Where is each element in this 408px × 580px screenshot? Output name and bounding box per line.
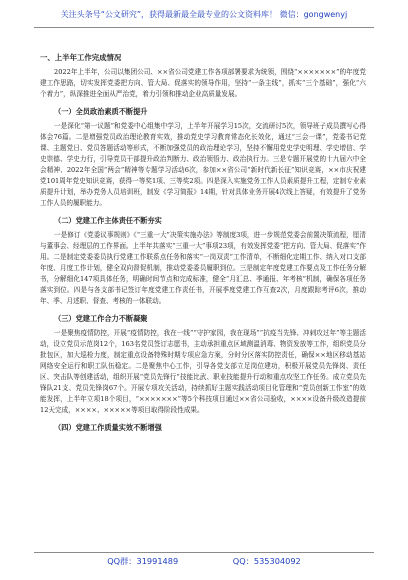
footer-divider bbox=[34, 552, 374, 553]
subsection-paragraph-3: 一是聚焦疫情防控，开展“疫情防控，我在一线”“守护家园，我在现场”“抗疫当先锋、冲刺攻过年”等主题活动，设立党员示范岗12个，163名党员签订志愿书，主动承担重点区域测温消毒、物资发放等工作，组织党员分批包区，加大巡检力度，制定重点设备特殊时期专项应急方案，分时分区落实防控责任，确保××地区移动基站网络安全运行和职工队伍稳定。二是聚焦中心工作，引导各党支部立足岗位建功，积极开展党员先锋岗、责任区、突击队等创建活动，组织开展“党员先锋行”技能比武、职业技能提升行动和重点攻坚工作任务。成立党员先锋队21支、党员先锋岗67个。开展专项攻关活动，持续抓好主题实践活动项目化管理和“党员创新工作室”的效能发挥，上半年立项18个项目，“×××××××”等5个科技项目通过××省公司验收，××××设备升级改造提前12天完成，××××、×××××等项目取得阶段性成果。 bbox=[40, 329, 366, 414]
header-divider bbox=[34, 27, 374, 28]
section-heading: 一、上半年工作完成情况 bbox=[40, 53, 122, 62]
subsection-paragraph-2: 一是修订《党委议事规则》《“三重一大”决策实施办法》等制度3项，进一步规范党委会前置决策流程，厘清与董事会、经理层的工作界面。上半年共落实“三重一大”事项23项，有效发挥党委“把方向、管大局、促落实”作用。二是制定党委委员执行党建工作联系点任务和落实“一岗双责”工作清单，不断细化定期工作、纳入对口支部年度、月度工作计划，健全双向督促机制，推动党委委员履职到位。三是制定年度党建工作要点及工作任务分解书，分解细化147项具体任务，明确时间节点和完成标准，健全“月汇总、季通报、年考核”机制，确保各项任务落实到位。四是与各支部书记签订年度党建工作责任书，开展季度党建工作互查2次，月度跟踪考评6次，推动年、季、月述职、督查、考核的一体联动。 bbox=[40, 231, 366, 305]
subsection-heading-3: （三）党建工作合力不断凝聚 bbox=[54, 314, 148, 323]
qq-group-text: QQ群：31991489 bbox=[107, 556, 179, 566]
document-body bbox=[40, 52, 366, 437]
subsection-heading-4: （四）党建工作质量实效不断增强 bbox=[54, 423, 162, 432]
subsection-paragraph-1: 一是深化“第一议题”和党委中心组集中学习，上半年开展学习15次，交流研讨5次，领导班子成员撰写心得体会76篇。二是增强党员政治理论教育实效，推动党史学习教育常态化长效化，通过“三会一课”，党委书记党课、主题党日、党员答题活动等形式，不断加强党员的政治理论学习，坚持不懈用党史学史明理、学史增信、学史崇德、学史力行，引导党员干部提升政治判断力、政治领悟力、政治执行力。三是专题开展党的十九届六中全会精神、2022年全国“两会”精神等专题学习活动6次，参加××省公司“新时代新长征”知识竞赛，××市庆祝建党101周年党史知识竞赛，获得一等奖1项、三等奖2项。四是深入实施党务工作人员素质提升工程，定制专业素质提升计划，举办党务人员培训班，制发《学习简报》14期，针对具体业务开展4次线上答疑，有效提升了党务工作人员的履职能力。 bbox=[40, 122, 366, 207]
intro-paragraph: 2022年上半年，公司以集团公司、××省公司党建工作各项部署要求为统领，围绕“×××××××”的年度党建工作思路，切实发挥党委把方向、管大局、促落实的领导作用，坚持“一条主线”，抓实“三个基础”，强化“六个着力”，纵深推进全面从严治党，着力引领和推动企业高质量发展。 bbox=[40, 68, 366, 98]
subsection-heading-1: （一）全员政治素质不断提升 bbox=[54, 107, 148, 116]
contact-footer bbox=[0, 556, 408, 567]
qq-text: QQ：535304092 bbox=[232, 556, 301, 566]
subsection-heading-2: （二）党建工作主体责任不断夯实 bbox=[54, 216, 162, 225]
source-banner: 关注头条号“公文研究”，获得最新最全最专业的公文资料库！ 微信：gongwenyj bbox=[60, 10, 348, 19]
